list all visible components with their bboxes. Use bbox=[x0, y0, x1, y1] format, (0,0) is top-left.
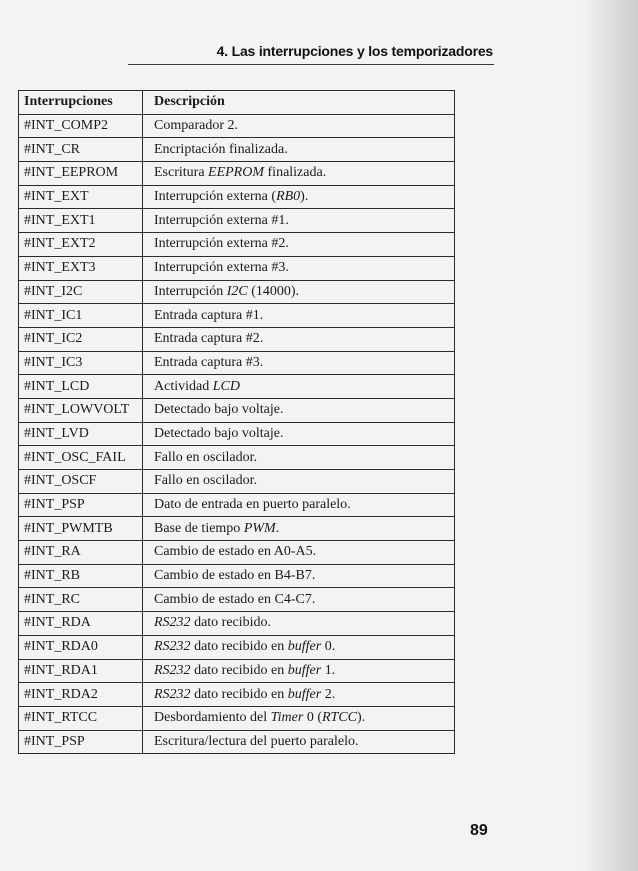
table-row bbox=[19, 375, 455, 399]
interrupt-description: Fallo en oscilador. bbox=[143, 446, 455, 470]
table-row bbox=[19, 351, 455, 375]
table-row bbox=[19, 683, 455, 707]
table-row bbox=[19, 564, 455, 588]
interrupt-name: #INT_PSP bbox=[19, 493, 143, 517]
table-row bbox=[19, 446, 455, 470]
interrupt-description: Entrada captura #2. bbox=[143, 327, 455, 351]
interrupt-name: #INT_RB bbox=[19, 564, 143, 588]
interrupt-description: Entrada captura #3. bbox=[143, 351, 455, 375]
table-row bbox=[19, 706, 455, 730]
table-row bbox=[19, 470, 455, 494]
interrupt-description: Interrupción externa #2. bbox=[143, 233, 455, 257]
page-edge-shadow bbox=[580, 0, 638, 871]
interrupt-description: RS232 dato recibido. bbox=[143, 612, 455, 636]
table-row bbox=[19, 422, 455, 446]
header-rule bbox=[128, 64, 494, 65]
interrupt-name: #INT_EXT2 bbox=[19, 233, 143, 257]
interrupt-name: #INT_OSCF bbox=[19, 470, 143, 494]
interrupt-description: RS232 dato recibido en buffer 0. bbox=[143, 635, 455, 659]
interrupt-description: Encriptación finalizada. bbox=[143, 138, 455, 162]
interrupt-description: Entrada captura #1. bbox=[143, 304, 455, 328]
interrupt-name: #INT_EXT bbox=[19, 185, 143, 209]
interrupt-description: RS232 dato recibido en buffer 1. bbox=[143, 659, 455, 683]
interrupt-name: #INT_EXT3 bbox=[19, 256, 143, 280]
table-row bbox=[19, 185, 455, 209]
interrupt-name: #INT_PWMTB bbox=[19, 517, 143, 541]
interrupt-description: Interrupción I2C (14000). bbox=[143, 280, 455, 304]
table-row bbox=[19, 304, 455, 328]
page-number: 89 bbox=[470, 822, 488, 839]
interrupt-name: #INT_PSP bbox=[19, 730, 143, 754]
interrupt-name: #INT_LOWVOLT bbox=[19, 398, 143, 422]
interrupt-name: #INT_IC3 bbox=[19, 351, 143, 375]
table-row bbox=[19, 233, 455, 257]
table-row bbox=[19, 541, 455, 565]
interrupt-name: #INT_LVD bbox=[19, 422, 143, 446]
interrupt-description: Interrupción externa #1. bbox=[143, 209, 455, 233]
table-row bbox=[19, 209, 455, 233]
interrupts-table bbox=[18, 90, 455, 754]
interrupt-name: #INT_RA bbox=[19, 541, 143, 565]
table-row bbox=[19, 517, 455, 541]
interrupt-name: #INT_RDA bbox=[19, 612, 143, 636]
interrupt-description: Cambio de estado en A0-A5. bbox=[143, 541, 455, 565]
table-row bbox=[19, 493, 455, 517]
interrupt-description: Actividad LCD bbox=[143, 375, 455, 399]
table-body bbox=[19, 114, 455, 754]
table-row bbox=[19, 327, 455, 351]
interrupt-name: #INT_EXT1 bbox=[19, 209, 143, 233]
table-row bbox=[19, 730, 455, 754]
interrupt-name: #INT_COMP2 bbox=[19, 114, 143, 138]
table-header-row bbox=[19, 91, 455, 115]
interrupt-description: Comparador 2. bbox=[143, 114, 455, 138]
interrupt-name: #INT_RDA1 bbox=[19, 659, 143, 683]
table-row bbox=[19, 612, 455, 636]
interrupt-name: #INT_RTCC bbox=[19, 706, 143, 730]
column-header-description: Descripción bbox=[143, 91, 455, 115]
interrupt-name: #INT_RDA0 bbox=[19, 635, 143, 659]
interrupt-description: Dato de entrada en puerto paralelo. bbox=[143, 493, 455, 517]
interrupt-description: Escritura EEPROM finalizada. bbox=[143, 162, 455, 186]
table-row bbox=[19, 398, 455, 422]
running-header: 4. Las interrupciones y los temporizadores bbox=[216, 43, 493, 59]
interrupt-description: Base de tiempo PWM. bbox=[143, 517, 455, 541]
table-row bbox=[19, 280, 455, 304]
column-header-interrupts: Interrupciones bbox=[19, 91, 143, 115]
interrupt-name: #INT_RDA2 bbox=[19, 683, 143, 707]
interrupt-name: #INT_I2C bbox=[19, 280, 143, 304]
interrupt-description: Cambio de estado en C4-C7. bbox=[143, 588, 455, 612]
table-row bbox=[19, 256, 455, 280]
table-row bbox=[19, 588, 455, 612]
table-row bbox=[19, 114, 455, 138]
table-row bbox=[19, 138, 455, 162]
interrupt-description: Desbordamiento del Timer 0 (RTCC). bbox=[143, 706, 455, 730]
interrupt-description: Interrupción externa #3. bbox=[143, 256, 455, 280]
interrupt-description: Detectado bajo voltaje. bbox=[143, 422, 455, 446]
interrupt-description: Interrupción externa (RB0). bbox=[143, 185, 455, 209]
interrupt-name: #INT_IC1 bbox=[19, 304, 143, 328]
interrupt-description: RS232 dato recibido en buffer 2. bbox=[143, 683, 455, 707]
interrupt-description: Cambio de estado en B4-B7. bbox=[143, 564, 455, 588]
interrupt-name: #INT_LCD bbox=[19, 375, 143, 399]
interrupt-description: Detectado bajo voltaje. bbox=[143, 398, 455, 422]
table-row bbox=[19, 162, 455, 186]
interrupt-name: #INT_OSC_FAIL bbox=[19, 446, 143, 470]
table-row bbox=[19, 635, 455, 659]
interrupt-name: #INT_IC2 bbox=[19, 327, 143, 351]
interrupt-description: Escritura/lectura del puerto paralelo. bbox=[143, 730, 455, 754]
interrupt-name: #INT_RC bbox=[19, 588, 143, 612]
interrupt-name: #INT_CR bbox=[19, 138, 143, 162]
interrupt-description: Fallo en oscilador. bbox=[143, 470, 455, 494]
table-row bbox=[19, 659, 455, 683]
interrupt-name: #INT_EEPROM bbox=[19, 162, 143, 186]
